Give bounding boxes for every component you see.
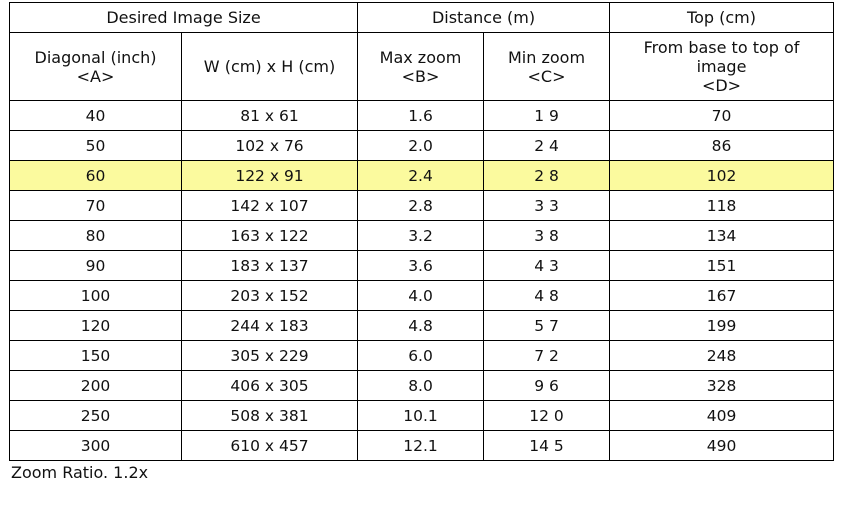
cell-top: 199: [610, 311, 834, 341]
cell-max-zoom: 3.6: [358, 251, 484, 281]
cell-diagonal: 200: [10, 371, 182, 401]
header-top-desc-line-2: image: [696, 57, 747, 76]
cell-max-zoom: 4.8: [358, 311, 484, 341]
table-row: [10, 401, 834, 431]
cell-width-height: 508 x 381: [182, 401, 358, 431]
cell-diagonal: 40: [10, 101, 182, 131]
cell-top: 167: [610, 281, 834, 311]
header-max-zoom-label: Max zoom: [379, 47, 462, 67]
header-desired-image-size: Desired Image Size: [10, 3, 358, 33]
cell-min-zoom: 3 8: [484, 221, 610, 251]
cell-top: 134: [610, 221, 834, 251]
cell-min-zoom: 5 7: [484, 311, 610, 341]
cell-diagonal: 250: [10, 401, 182, 431]
header-distance: Distance (m): [358, 3, 610, 33]
zoom-ratio-footnote: Zoom Ratio. 1.2x: [11, 463, 149, 482]
cell-diagonal: 100: [10, 281, 182, 311]
cell-min-zoom: 2 4: [484, 131, 610, 161]
cell-min-zoom: 1 9: [484, 101, 610, 131]
cell-top: 102: [610, 161, 834, 191]
cell-width-height: 203 x 152: [182, 281, 358, 311]
cell-top: 118: [610, 191, 834, 221]
cell-max-zoom: 12.1: [358, 431, 484, 461]
table-row-highlighted: [10, 161, 834, 191]
cell-max-zoom: 8.0: [358, 371, 484, 401]
header-top-desc-code: <D>: [701, 76, 742, 95]
projection-distance-table-wrapper: [9, 2, 833, 461]
cell-top: 409: [610, 401, 834, 431]
cell-diagonal: 120: [10, 311, 182, 341]
cell-min-zoom: 2 8: [484, 161, 610, 191]
table-row: [10, 101, 834, 131]
table-row: [10, 341, 834, 371]
cell-diagonal: 70: [10, 191, 182, 221]
cell-diagonal: 50: [10, 131, 182, 161]
header-min-zoom-code: <C>: [527, 66, 566, 86]
cell-min-zoom: 12 0: [484, 401, 610, 431]
cell-diagonal: 90: [10, 251, 182, 281]
cell-max-zoom: 2.4: [358, 161, 484, 191]
table-row: [10, 281, 834, 311]
cell-max-zoom: 3.2: [358, 221, 484, 251]
cell-top: 151: [610, 251, 834, 281]
cell-width-height: 610 x 457: [182, 431, 358, 461]
header-width-height: [182, 33, 358, 101]
cell-width-height: 142 x 107: [182, 191, 358, 221]
table-row: [10, 131, 834, 161]
cell-width-height: 122 x 91: [182, 161, 358, 191]
cell-max-zoom: 2.8: [358, 191, 484, 221]
table-row: [10, 431, 834, 461]
cell-max-zoom: 4.0: [358, 281, 484, 311]
cell-width-height: 163 x 122: [182, 221, 358, 251]
cell-min-zoom: 4 8: [484, 281, 610, 311]
projection-distance-table: [9, 2, 834, 461]
header-max-zoom-code: <B>: [401, 66, 440, 86]
cell-min-zoom: 4 3: [484, 251, 610, 281]
cell-diagonal: 150: [10, 341, 182, 371]
cell-diagonal: 60: [10, 161, 182, 191]
cell-diagonal: 80: [10, 221, 182, 251]
cell-top: 70: [610, 101, 834, 131]
cell-top: 490: [610, 431, 834, 461]
cell-width-height: 406 x 305: [182, 371, 358, 401]
header-min-zoom: [484, 33, 610, 101]
header-width-height-label: W (cm) x H (cm): [203, 57, 336, 76]
cell-min-zoom: 7 2: [484, 341, 610, 371]
cell-max-zoom: 1.6: [358, 101, 484, 131]
table-body: [10, 101, 834, 461]
cell-min-zoom: 14 5: [484, 431, 610, 461]
header-top-desc-line-1: From base to top of: [643, 38, 800, 57]
header-top-description: [610, 33, 834, 101]
cell-diagonal: 300: [10, 431, 182, 461]
cell-max-zoom: 2.0: [358, 131, 484, 161]
table-row: [10, 311, 834, 341]
table-row: [10, 221, 834, 251]
cell-min-zoom: 3 3: [484, 191, 610, 221]
cell-width-height: 305 x 229: [182, 341, 358, 371]
header-top: Top (cm): [610, 3, 834, 33]
header-diagonal-code: <A>: [76, 66, 115, 86]
cell-width-height: 183 x 137: [182, 251, 358, 281]
cell-top: 86: [610, 131, 834, 161]
header-min-zoom-label: Min zoom: [507, 47, 586, 67]
table-row: [10, 371, 834, 401]
group-header-row: [10, 3, 834, 33]
header-diagonal-label: Diagonal (inch): [34, 47, 157, 67]
cell-top: 328: [610, 371, 834, 401]
cell-min-zoom: 9 6: [484, 371, 610, 401]
table-row: [10, 251, 834, 281]
cell-max-zoom: 6.0: [358, 341, 484, 371]
cell-max-zoom: 10.1: [358, 401, 484, 431]
header-max-zoom: [358, 33, 484, 101]
header-diagonal: [10, 33, 182, 101]
cell-width-height: 102 x 76: [182, 131, 358, 161]
sub-header-row: [10, 33, 834, 101]
table-row: [10, 191, 834, 221]
cell-width-height: 81 x 61: [182, 101, 358, 131]
cell-width-height: 244 x 183: [182, 311, 358, 341]
cell-top: 248: [610, 341, 834, 371]
